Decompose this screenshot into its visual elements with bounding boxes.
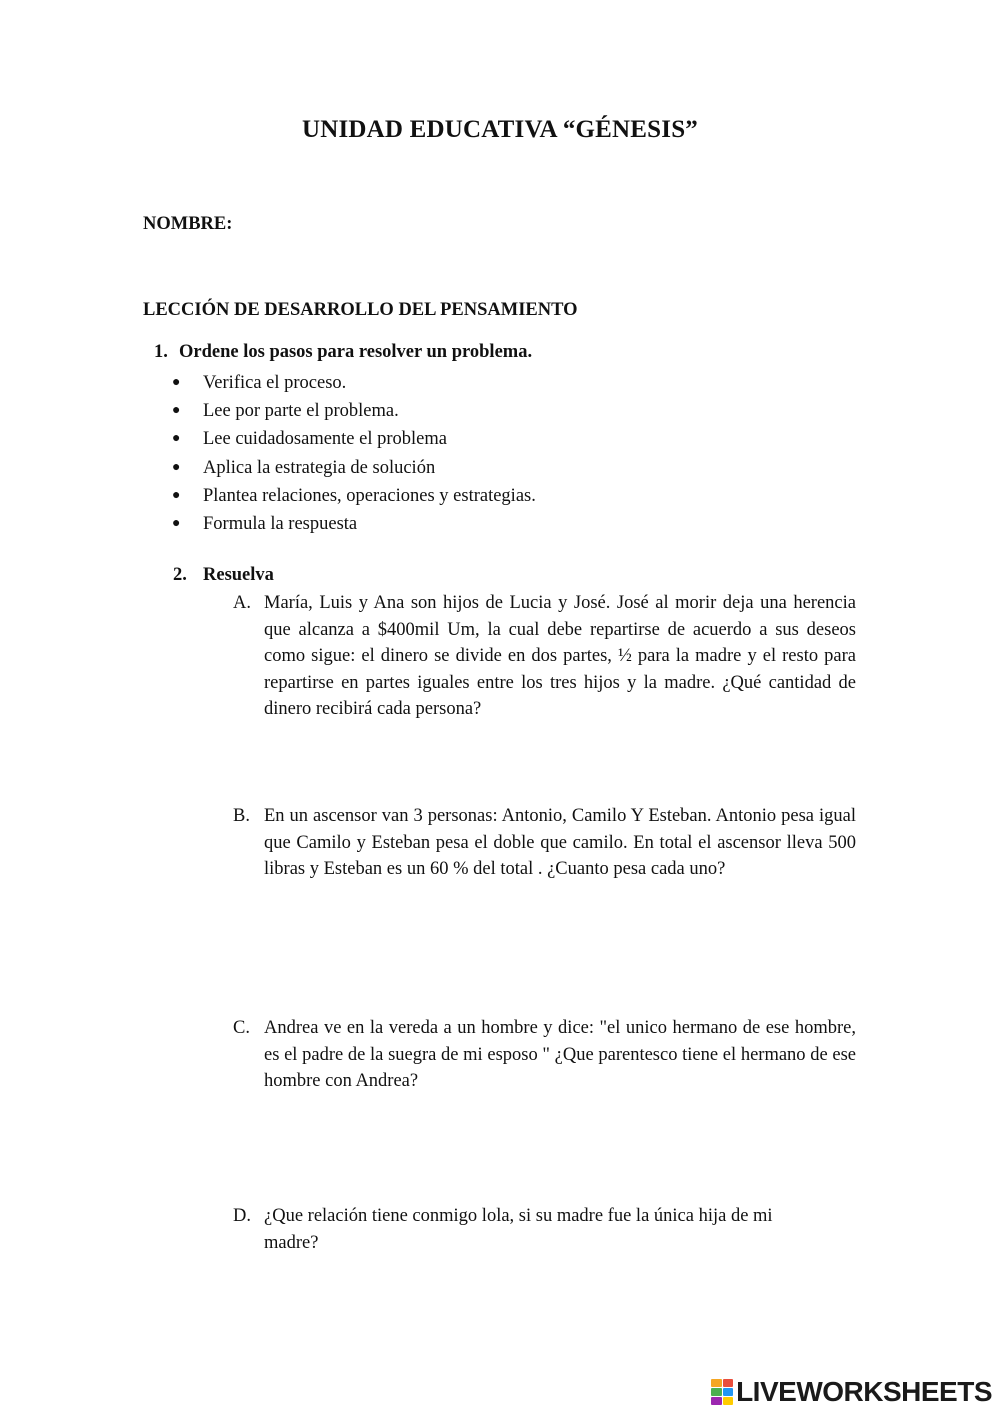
problem-letter: B. <box>233 806 250 826</box>
list-item <box>172 454 536 482</box>
logo-cell <box>711 1379 722 1387</box>
problem-text: María, Luis y Ana son hijos de Lucia y José. José al morir deja una herencia que alcanza a $400mil Um, la cual debe repartirse de acuerdo a sus deseos como sigue: el dinero se divide en dos partes, ½ para la madre y el resto para repartirse en partes iguales entre los tres hijos y la madre. ¿Qué cantidad de dinero recibirá cada persona? <box>264 593 856 720</box>
steps-list <box>172 369 536 538</box>
step-text: Lee cuidadosamente el problema <box>203 429 447 450</box>
name-label: NOMBRE: <box>143 214 233 234</box>
page-title: UNIDAD EDUCATIVA “GÉNESIS” <box>301 116 699 143</box>
question-2-heading <box>173 565 274 586</box>
problem-text: En un ascensor van 3 personas: Antonio, Camilo Y Esteban. Antonio pesa igual que Camilo y Esteban pesa el doble que camilo. En total el ascensor lleva 500 libras y Esteban es un 60 % del total . ¿Cuanto pesa cada uno? <box>264 806 856 880</box>
question-2-prompt: Resuelva <box>203 565 274 585</box>
logo-cell <box>711 1388 722 1396</box>
bullet-icon: ● <box>172 431 181 447</box>
step-text: Lee por parte el problema. <box>203 401 399 422</box>
question-2-number: 2. <box>173 565 187 585</box>
list-item <box>172 425 536 453</box>
logo-cell <box>711 1397 722 1405</box>
list-item <box>172 397 536 425</box>
question-1-number: 1. <box>154 342 168 362</box>
bullet-icon: ● <box>172 515 181 531</box>
list-item <box>172 482 536 510</box>
step-text: Formula la respuesta <box>203 513 358 534</box>
liveworksheets-logo-icon <box>711 1379 733 1405</box>
question-1-heading <box>154 342 532 363</box>
brand-name: LIVEWORKSHEETS <box>736 1376 992 1407</box>
problem-text: Andrea ve en la vereda a un hombre y dice: "el unico hermano de ese hombre, es el padre de la suegra de mi esposo " ¿Que parentesco tiene el hermano de ese hombre con Andrea? <box>264 1018 856 1092</box>
bullet-icon: ● <box>172 403 181 419</box>
liveworksheets-brand[interactable] <box>711 1375 992 1409</box>
problem-letter: A. <box>233 593 251 613</box>
lesson-title: LECCIÓN DE DESARROLLO DEL PENSAMIENTO <box>143 300 578 320</box>
list-item <box>172 510 536 538</box>
problem-c <box>233 1015 856 1095</box>
logo-cell <box>723 1388 734 1396</box>
problem-b <box>233 803 856 883</box>
list-item <box>172 369 536 397</box>
bullet-icon: ● <box>172 487 181 503</box>
step-text: Aplica la estrategia de solución <box>203 457 436 478</box>
question-1-prompt: Ordene los pasos para resolver un problema. <box>179 342 533 362</box>
logo-cell <box>723 1379 734 1387</box>
problem-letter: C. <box>233 1018 250 1038</box>
bullet-icon: ● <box>172 459 181 475</box>
step-text: Verifica el proceso. <box>203 373 347 393</box>
problem-d <box>233 1203 823 1256</box>
bullet-icon: ● <box>172 375 181 390</box>
logo-cell <box>723 1397 734 1405</box>
problem-letter: D. <box>233 1206 251 1226</box>
problem-text: ¿Que relación tiene conmigo lola, si su madre fue la única hija de mi madre? <box>264 1206 773 1253</box>
step-text: Plantea relaciones, operaciones y estrategias. <box>203 485 536 506</box>
problem-a <box>233 590 856 723</box>
